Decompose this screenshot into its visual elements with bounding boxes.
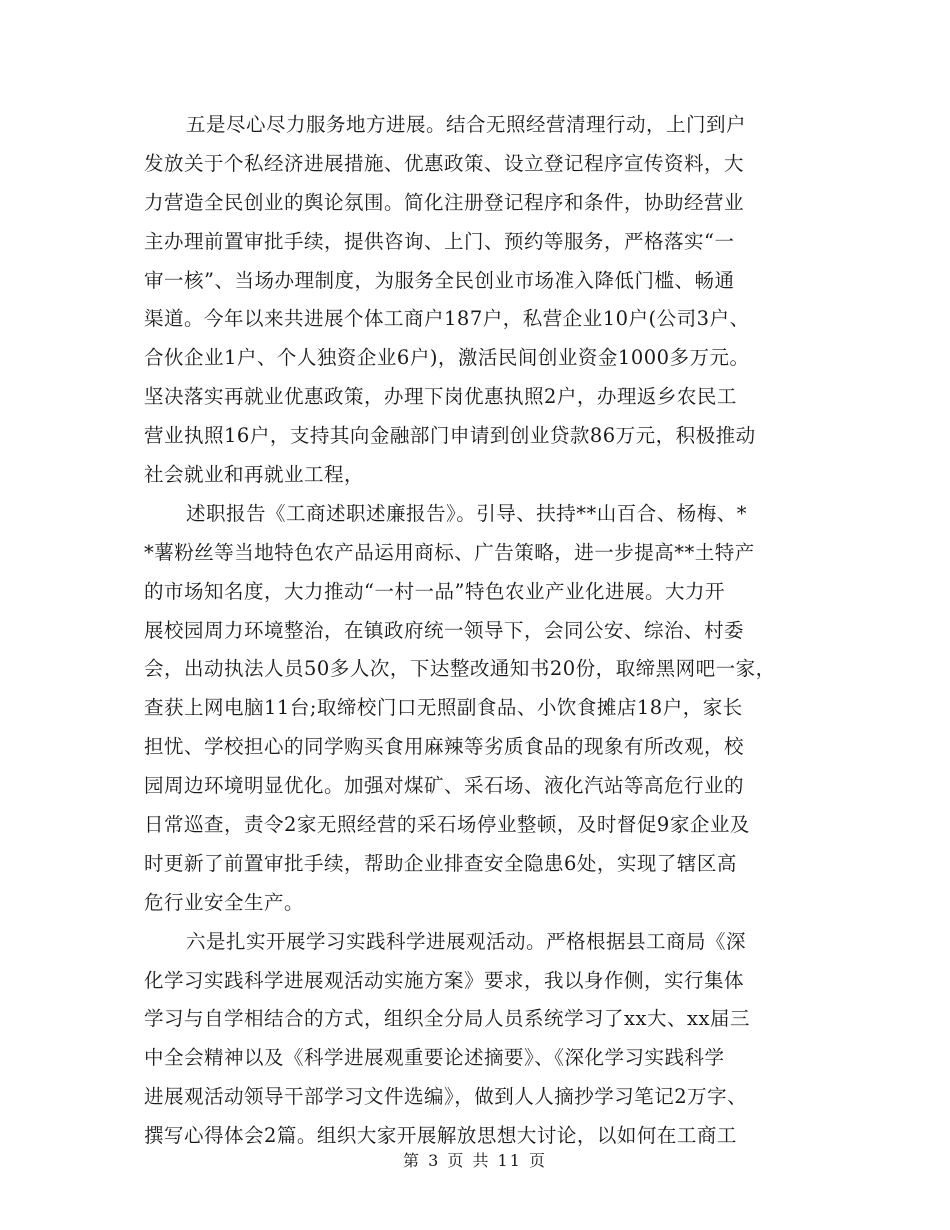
- paragraph-1-line: 审一核”、当场办理制度，为服务全民创业市场准入降低门槛、畅通: [144, 268, 735, 292]
- paragraph-3-line: 撰写心得体会2篇。组织大家开展解放思想大讨论，以如何在工商工: [144, 1124, 737, 1148]
- paragraph-3-line: 中全会精神以及《科学进展观重要论述摘要》、《深化学习实践科学: [144, 1046, 725, 1070]
- paragraph-2-line: 日常巡查，责令2家无照经营的采石场停业整顿，及时督促9家企业及: [144, 813, 750, 837]
- paragraph-1-line: 力营造全民创业的舆论氛围。简化注册登记程序和条件，协助经营业: [144, 190, 745, 214]
- paragraph-1-line: 五是尽心尽力服务地方进展。结合无照经营清理行动，上门到户: [186, 113, 747, 136]
- paragraph-3-line: 学习与自学相结合的方式，组织全分局人员系统学习了xx大、xx届三: [144, 1007, 750, 1031]
- paragraph-2-line: 述职报告《工商述职述廉报告》。引导、扶持**山百合、杨梅、*: [186, 501, 748, 525]
- paragraph-1-line: 坚决落实再就业优惠政策，办理下岗优惠执照2户，办理返乡农民工: [144, 385, 737, 409]
- paragraph-2-line: 展校园周力环境整治，在镇政府统一领导下，会同公安、综治、村委: [144, 618, 745, 642]
- paragraph-1-line: 营业执照16户，支持其向金融部门申请到创业贷款86万元，积极推动: [144, 424, 756, 448]
- paragraph-2-line: 查获上网电脑11台;取缔校门口无照副食品、小饮食摊店18户，家长: [144, 696, 743, 720]
- paragraph-2-line: 担忧、学校担心的同学购买食用麻辣等劣质食品的现象有所改观，校: [144, 735, 745, 759]
- paragraph-1-line: 主办理前置审批手续，提供咨询、上门、预约等服务，严格落实“一: [144, 229, 735, 253]
- paragraph-3-line: 进展观活动领导干部学习文件选编》，做到人人摘抄学习笔记2万字、: [144, 1085, 748, 1109]
- paragraph-1-line: 合伙企业1户、个人独资企业6户)，激活民间创业资金1000多万元。: [144, 346, 750, 370]
- paragraph-2-line: 的市场知名度，大力推动“一村一品”特色农业产业化进展。大力开: [144, 579, 725, 603]
- paragraph-1-line: 发放关于个私经济进展措施、优惠政策、设立登记程序宣传资料，大: [144, 151, 745, 175]
- paragraph-1-line: 渠道。今年以来共进展个体工商户187户，私营企业10户(公司3户、: [144, 307, 750, 331]
- paragraph-2-line: 时更新了前置审批手续，帮助企业排查安全隐患6处，实现了辖区高: [144, 851, 737, 875]
- paragraph-2-line: 园周边环境明显优化。加强对煤矿、采石场、液化汽站等高危行业的: [144, 774, 745, 798]
- paragraph-3-line: 化学习实践科学进展观活动实施方案》要求，我以身作侧，实行集体: [144, 968, 745, 992]
- paragraph-2-line: 危行业安全生产。: [144, 890, 305, 914]
- paragraph-1-line: 社会就业和再就业工程，: [144, 463, 365, 487]
- paragraph-2-line: *薯粉丝等当地特色农产品运用商标、广告策略，进一步提高**土特产: [144, 540, 755, 564]
- paragraph-2-line: 会，出动执法人员50多人次，下达整改通知书20份，取缔黑网吧一家，: [144, 657, 776, 681]
- document-body: [144, 106, 834, 1156]
- paragraph-3-line: 六是扎实开展学习实践科学进展观活动。严格根据县工商局《深: [186, 929, 747, 953]
- page-number-footer: 第 3 页 共 11 页: [403, 1151, 547, 1170]
